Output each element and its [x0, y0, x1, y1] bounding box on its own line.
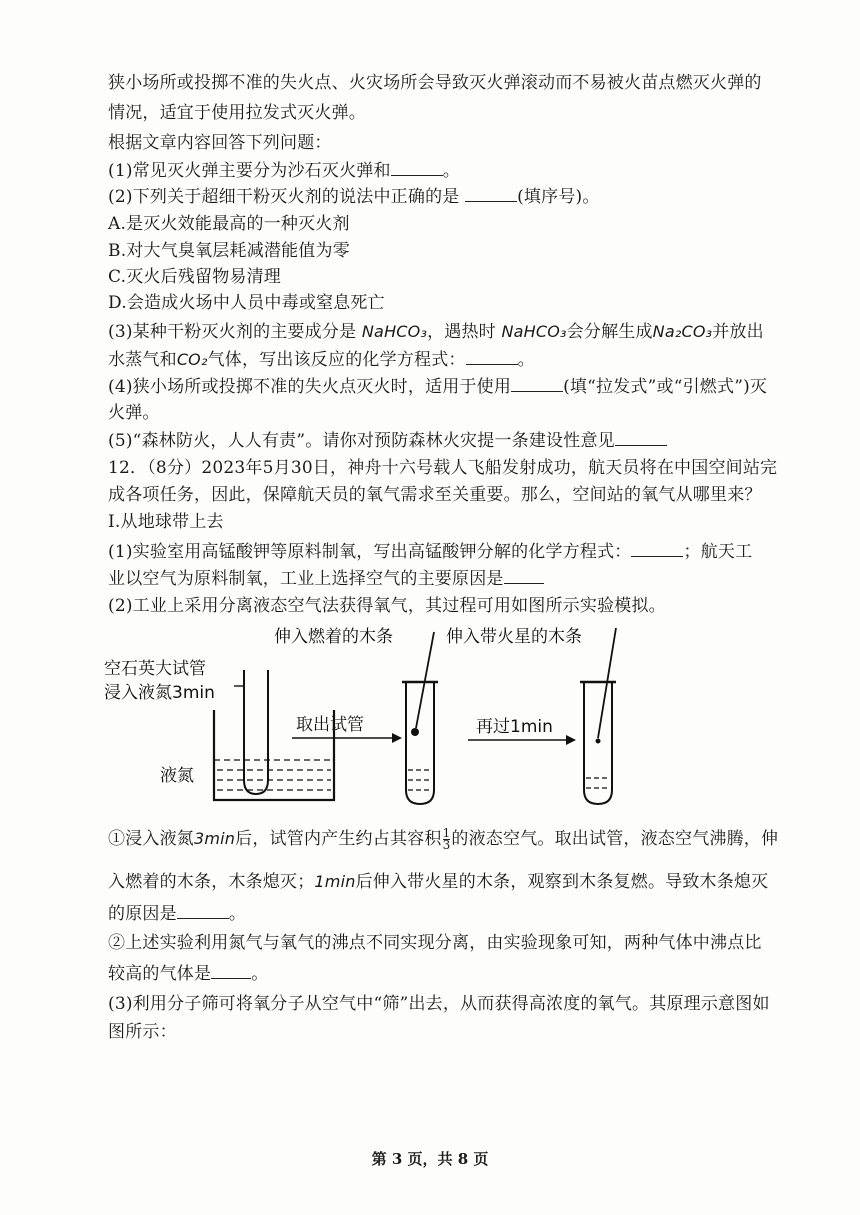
question-2 [108, 185, 828, 208]
step-1-line3 [108, 902, 828, 925]
text-line: 根据文章内容回答下列问题： [108, 133, 332, 153]
text-line: 狭小场所或投掷不准的失火点、火灾场所会导致灭火弹滚动而不易被火苗点燃灭火弹的 [108, 73, 762, 93]
question-text: (填序号)。 [517, 187, 600, 207]
text-line: 情况，适宜于使用拉发式灭火弹。 [108, 103, 366, 123]
question-3 [108, 321, 828, 343]
question-12-1 [108, 540, 828, 563]
quartz-tube-in-beaker [244, 670, 268, 794]
label-liquid-nitrogen: 液氮 [160, 766, 194, 786]
test-tube-3 [580, 628, 616, 804]
text-line: 图所示： [108, 1022, 177, 1042]
question-text: (5)“森林防火，人人有责”。请你对预防森林火灾提一条建设性意见 [108, 431, 615, 451]
question-text: 后伸入带火星的木条，观察到木条复燃。导致木条熄灭 [355, 872, 769, 892]
label-glowing-stick: 伸入带火星的木条 [446, 627, 582, 647]
question-text: (3)某种干粉灭火剂的主要成分是 [108, 322, 362, 342]
question-text: (4)狭小场所或投掷不准的失火点灭火时，适用于使用 [108, 377, 512, 397]
fraction-denominator: 3 [442, 838, 451, 852]
fraction-numerator: 1 [442, 826, 451, 840]
question-text: 气体，写出该反应的化学方程式： [207, 350, 466, 370]
question-5 [108, 429, 828, 452]
question-text: 会分解生成 [566, 322, 653, 342]
question-4 [108, 375, 828, 398]
option-b: B.对大气臭氧层耗减潜能值为零 [108, 241, 350, 261]
chem-formula: Na₂CO₃ [652, 322, 713, 341]
page-footer: 第 3 页，共 8 页 [371, 1150, 489, 1168]
label-quartz-tube: 空石英大试管 [104, 659, 206, 679]
fraction-one-third [443, 828, 451, 851]
experiment-diagram [96, 620, 756, 815]
question-text: 入燃着的木条，木条熄灭； [108, 872, 315, 892]
question-text: ，遇热时 [427, 322, 502, 342]
step-2-line2 [108, 962, 828, 985]
option-c: C.灭火后残留物易清理 [108, 267, 282, 287]
text-line: 成各项任务，因此，保障航天员的氧气需求至关重要。那么，空间站的氧气从哪里来？ [108, 485, 762, 505]
step-1 [108, 828, 828, 851]
question-12-3: (3)利用分子筛可将氧分子从空气中“筛”出去，从而获得高浓度的氧气。其原理示意图如 [108, 994, 770, 1014]
question-text: (2)下列关于超细干粉灭火剂的说法中正确的是 [108, 187, 466, 207]
text-line: 火弹。 [108, 403, 160, 423]
question-text: ①浸入液氮 [108, 829, 194, 849]
question-text: 水蒸气和 [108, 350, 177, 370]
answer-blank[interactable] [511, 375, 563, 392]
arrow2-label: 再过1min [476, 717, 553, 737]
section-heading: Ⅰ.从地球带上去 [108, 512, 224, 532]
answer-blank[interactable] [391, 159, 443, 176]
chem-formula: NaHCO₃ [361, 322, 428, 341]
question-12-1-line2 [108, 567, 828, 590]
answer-blank[interactable] [466, 348, 518, 365]
question-text: 业以空气为原料制氧，工业上选择空气的主要原因是 [108, 569, 504, 589]
question-text: 较高的气体是 [108, 964, 212, 984]
question-text: 。 [442, 161, 460, 181]
ember-icon [596, 739, 601, 744]
burning-stick [416, 632, 434, 728]
question-text: (填“拉发式”或“引燃式”)灭 [563, 377, 768, 397]
question-text: (1)实验室用高锰酸钾等原料制氧，写出高锰酸钾分解的化学方程式： [108, 542, 632, 562]
answer-blank[interactable] [615, 429, 667, 446]
answer-blank[interactable] [177, 902, 229, 919]
chem-formula: NaHCO₃ [501, 322, 567, 341]
question-3-line2 [108, 348, 828, 371]
problem-12-heading: 12．（8分）2023年5月30日，神舟十六号载人飞船发射成功，航天员将在中国空间站完 [108, 458, 778, 478]
option-d: D.会造成火场中人员中毒或窒息死亡 [108, 293, 385, 313]
question-text: 。 [251, 964, 269, 984]
option-a: A.是灭火效能最高的一种灭火剂 [108, 214, 350, 234]
step-2: ②上述实验利用氮气与氧气的沸点不同实现分离，由实验现象可知，两种气体中沸点比 [108, 933, 762, 953]
answer-blank[interactable] [504, 567, 544, 584]
question-text: (1)常见灭火弹主要分为沙石灭火弹和 [108, 161, 391, 181]
label-burning-stick: 伸入燃着的木条 [274, 627, 393, 647]
question-text: ；航天工 [683, 542, 753, 562]
unit-text: 3min [194, 829, 236, 848]
chem-formula: CO₂ [176, 350, 208, 369]
question-text: 并放出 [712, 322, 764, 342]
question-text: 。 [228, 904, 247, 924]
question-text: 的原因是 [108, 904, 177, 924]
flame-icon [411, 728, 419, 736]
question-text: 。 [517, 350, 535, 370]
label-immerse-3min: 浸入液氮3min [104, 683, 215, 703]
question-1 [108, 159, 828, 182]
step-1-line2 [108, 871, 828, 893]
answer-blank[interactable] [631, 540, 683, 557]
question-text: 后，试管内产生约占其容积 [235, 829, 442, 849]
question-12-2: (2)工业上采用分离液态空气法获得氧气，其过程可用如图所示实验模拟。 [108, 596, 666, 616]
unit-text: 1min [314, 872, 356, 891]
question-text: 的液态空气。取出试管，液态空气沸腾，伸 [451, 829, 779, 849]
arrow1-label: 取出试管 [296, 715, 364, 735]
test-tube-2 [402, 632, 438, 804]
answer-blank[interactable] [211, 962, 251, 979]
answer-blank[interactable] [465, 185, 517, 202]
